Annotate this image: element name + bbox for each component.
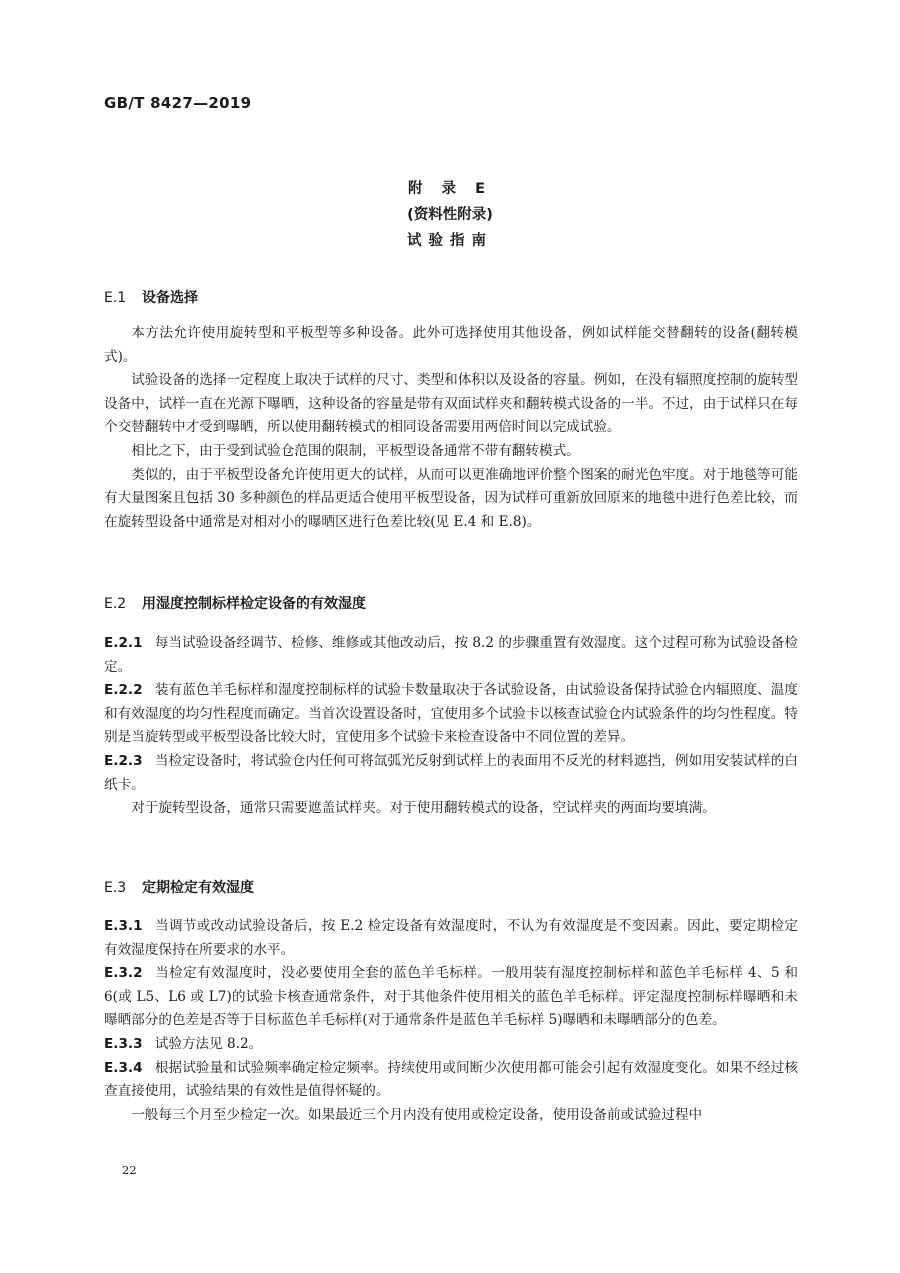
clause-text: 当检定设备时，将试验仓内任何可将氙弧光反射到试样上的表面用不反光的材料遮挡，例如用安装试样的白纸卡。: [104, 752, 798, 793]
section-number: E.3: [104, 880, 127, 896]
standard-number: GB/T 8427—2019: [104, 94, 252, 112]
clause-number: E.2.3: [104, 752, 143, 769]
section-heading-e2: [104, 593, 366, 613]
section-heading-e1: [104, 287, 198, 307]
section-body-e3: [104, 915, 798, 1127]
clause: [104, 962, 798, 1033]
clause-number: E.3.2: [104, 965, 143, 982]
clause-text: 装有蓝色羊毛标样和湿度控制标样的试验卡数量取决于各试验设备，由试验设备保持试验仓内辐照度、温度和有效湿度的均匀性程度而确定。当首次设置设备时，宜使用多个试验卡以核查试验仓内试验条件的均匀性程度。特别是当旋转型或平板型设备比较大时，宜使用多个试验卡来检查设备中不同位置的差异。: [104, 682, 798, 746]
clause-text: 当调节或改动试验设备后，按 E.2 检定设备有效湿度时，不认为有效湿度是不变因素。因此，要定期检定有效湿度保持在所要求的水平。: [104, 918, 798, 958]
section-heading-e3: [104, 877, 254, 897]
page-number: 22: [122, 1163, 137, 1177]
clause: [104, 632, 798, 679]
paragraph: 本方法允许使用旋转型和平板型等多种设备。此外可选择使用其他设备，例如试样能交替翻转的设备(翻转模式)。: [104, 325, 798, 365]
clause-number: E.3.3: [104, 1035, 143, 1052]
section-body-e2: [104, 632, 798, 821]
appendix-name: 试验指南: [407, 233, 493, 249]
clause-text: 每当试验设备经调节、检修、维修或其他改动后，按 8.2 的步骤重置有效湿度。这个过程可称为试验设备检定。: [104, 635, 798, 675]
section-number: E.1: [104, 290, 127, 306]
clause: [104, 679, 798, 750]
clause-text: 根据试验量和试验频率确定检定频率。持续使用或间断少次使用都可能会引起有效湿度变化。如果不经过核查直接使用，试验结果的有效性是值得怀疑的。: [104, 1059, 798, 1100]
clause-text: 当检定有效湿度时，没必要使用全套的蓝色羊毛标样。一般用装有湿度控制标样和蓝色羊毛标样 4、5 和 6(或 L5、L6 或 L7)的试验卡核查通常条件，对于其他条件使用相关的蓝色羊毛标样。评定湿度控制标样曝晒和未曝晒部分的色差是否等于目标蓝色羊毛标样(对于通常条件是蓝色羊毛标样 5)曝晒和未曝晒部分的色差。: [104, 965, 798, 1029]
paragraph: 相比之下，由于受到试验仓范围的限制，平板型设备通常不带有翻转模式。: [131, 442, 580, 459]
clause: [104, 750, 798, 797]
paragraph: 类似的，由于平板型设备允许使用更大的试样，从而可以更准确地评价整个图案的耐光色牢度。对于地毯等可能有大量图案且包括 30 多种颜色的样品更适合使用平板型设备，因为试样可重新放回原来的地毯中进行色差比较，而在旋转型设备中通常是对相对小的曝晒区进行色差比较(见 E.4 和 E.8)。: [104, 466, 798, 530]
section-title: 定期检定有效湿度: [142, 880, 254, 896]
paragraph: 对于旋转型设备，通常只需要遮盖试样夹。对于使用翻转模式的设备，空试样夹的两面均要填满。: [131, 800, 716, 817]
clause: [104, 915, 798, 962]
clause-number: E.3.4: [104, 1059, 143, 1076]
clause: [104, 1057, 798, 1104]
clause-number: E.2.1: [104, 635, 143, 651]
section-number: E.2: [104, 596, 127, 612]
section-title: 设备选择: [142, 290, 198, 306]
paragraph: 一般每三个月至少检定一次。如果最近三个月内没有使用或检定设备，使用设备前或试验过程中: [131, 1106, 703, 1123]
clause-number: E.2.2: [104, 682, 143, 699]
clause-text: 试验方法见 8.2。: [154, 1035, 263, 1052]
clause-number: E.3.1: [104, 918, 143, 934]
appendix-type: (资料性附录): [407, 207, 493, 223]
appendix-title: 附 录 E: [407, 181, 492, 197]
section-body-e1: [104, 322, 798, 534]
paragraph: 试验设备的选择一定程度上取决于试样的尺寸、类型和体积以及设备的容量。例如，在没有辐照度控制的旋转型设备中，试样一直在光源下曝晒，这种设备的容量是带有双面试样夹和翻转模式设备的一半。不过，由于试样只在每个交替翻转中才受到曝晒，所以使用翻转模式的相同设备需要用两倍时间以完成试验。: [104, 372, 798, 436]
section-title: 用湿度控制标样检定设备的有效湿度: [142, 596, 366, 612]
clause: [104, 1033, 798, 1057]
